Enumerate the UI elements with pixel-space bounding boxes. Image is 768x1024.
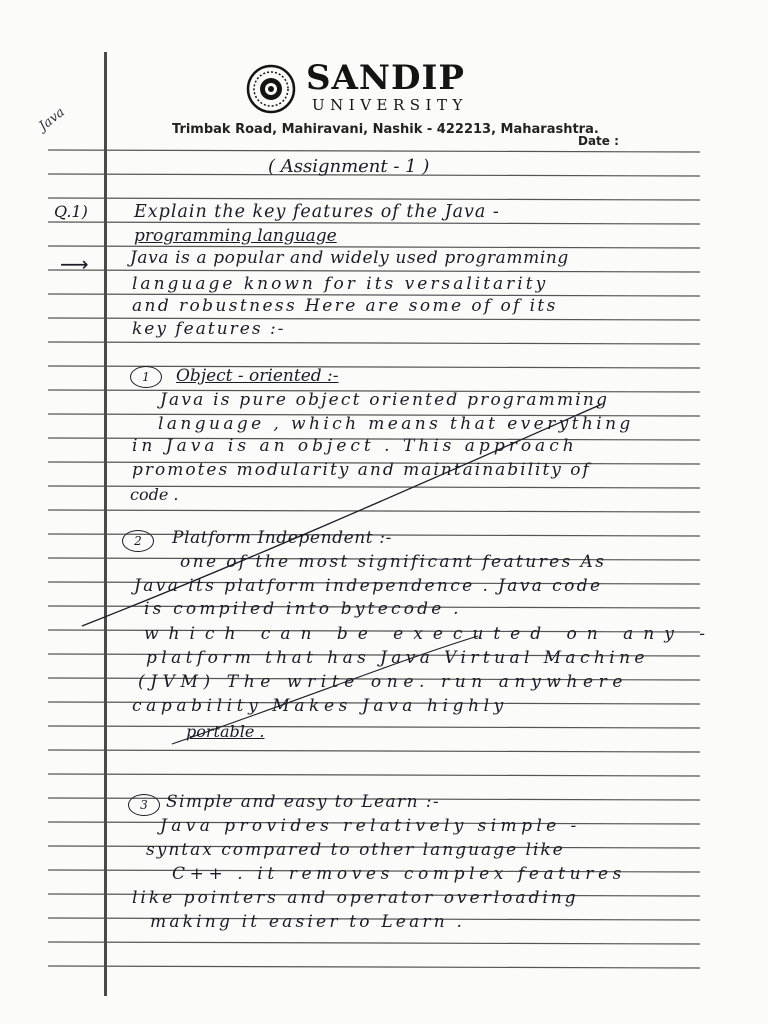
section-line: Java is pure object oriented programming (160, 390, 610, 410)
ruled-line (48, 726, 700, 728)
university-subtitle: UNIVERSITY (312, 96, 468, 114)
section-line: platform that has Java Virtual Machine (146, 648, 649, 668)
section-line: capability Makes Java highly (132, 696, 508, 716)
ruled-line (48, 342, 700, 344)
ruled-line (48, 774, 700, 776)
question-number: Q.1) (54, 202, 88, 221)
section-heading: Object - oriented :- (176, 366, 339, 386)
university-header (246, 56, 496, 126)
section-line: making it easier to Learn . (150, 912, 466, 932)
university-logo (246, 64, 296, 114)
section-line: Java provides relatively simple - (160, 816, 581, 836)
section-line: syntax compared to other language like (146, 840, 565, 860)
university-address: Trimbak Road, Mahiravani, Nashik - 422213, Maharashtra. (172, 122, 599, 137)
section-line: code . (130, 485, 179, 504)
section-line: (JVM) The write one. run anywhere (138, 672, 629, 692)
intro-line: key features :- (132, 319, 286, 339)
section-heading: Platform Independent :- (172, 528, 392, 548)
ruled-line (48, 966, 700, 968)
section-line: one of the most significant features As (180, 552, 607, 572)
ruled-line (48, 150, 700, 152)
ruled-line (48, 750, 700, 752)
section-line: in Java is an object . This approach (132, 436, 578, 456)
ruled-line (48, 198, 700, 200)
section-line: language , which means that everything (158, 414, 634, 434)
answer-arrow-icon: ⟶ (60, 252, 89, 276)
section-line: portable . (186, 722, 265, 741)
ruled-line (48, 270, 700, 272)
section-line: like pointers and operator overloading (132, 888, 579, 908)
ruled-line (48, 222, 700, 224)
margin-line (104, 52, 107, 996)
section-heading: Simple and easy to Learn :- (166, 792, 440, 812)
section-line: promotes modularity and maintainability of (132, 460, 591, 480)
date-label: Date : (578, 134, 619, 148)
question-line: programming language (134, 226, 337, 246)
section-number-badge: 3 (128, 794, 160, 816)
section-line: Java its platform independence . Java code (134, 576, 603, 596)
question-line: Explain the key features of the Java - (134, 202, 500, 222)
ruled-line (48, 942, 700, 944)
section-line: which can be executed on any - (144, 624, 715, 644)
intro-line: language known for its versalitarity (132, 274, 549, 294)
section-line: C++ . it removes complex features (172, 864, 626, 884)
margin-note: Java (36, 104, 68, 135)
section-line: is compiled into bytecode . (144, 599, 462, 619)
ruled-line (48, 510, 700, 512)
section-number-badge: 2 (122, 530, 154, 552)
university-name: SANDIP (306, 58, 465, 98)
intro-line: Java is a popular and widely used programming (130, 248, 569, 268)
intro-line: and robustness Here are some of of its (132, 296, 558, 316)
section-number-badge: 1 (130, 366, 162, 388)
assignment-title: ( Assignment - 1 ) (268, 156, 430, 177)
